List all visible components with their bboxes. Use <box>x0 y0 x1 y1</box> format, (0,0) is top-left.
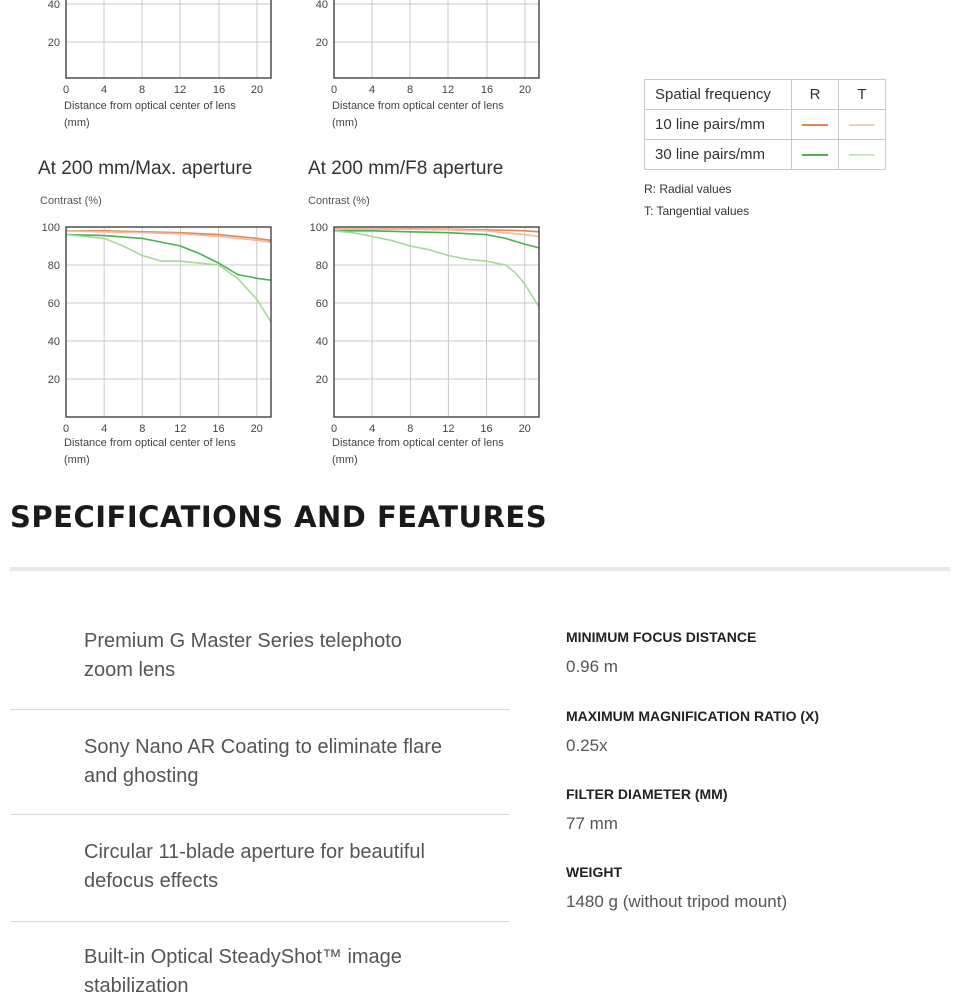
y-tick: 40 <box>47 0 60 11</box>
y-tick-label: 80 <box>47 260 60 272</box>
y-tick-label: 80 <box>315 260 328 272</box>
chart-f8-aperture-plot <box>268 215 548 435</box>
y-tick-label: 100 <box>41 222 60 234</box>
x-tick-label: 16 <box>212 423 225 435</box>
x-tick-label: 12 <box>442 423 455 435</box>
chart-f8-aperture-ticks <box>310 222 539 435</box>
xlabel-line2: (mm) <box>332 117 358 129</box>
spec-value-filter-diameter: 77 mm <box>566 814 618 833</box>
legend-swatch-radial <box>802 124 828 126</box>
x-tick: 12 <box>173 84 187 96</box>
x-tick: 16 <box>480 84 494 96</box>
xlabel-line1: Distance from optical center of lens <box>64 100 236 112</box>
legend-row <box>645 140 886 170</box>
series-line <box>66 235 271 281</box>
chart-f8-aperture-xlabel <box>332 435 572 469</box>
xlabel-line1: Distance from optical center of lens <box>332 100 504 112</box>
x-tick: 20 <box>250 84 264 96</box>
xlabel-line1: Distance from optical center of lens <box>332 437 504 449</box>
chart-max-aperture-title: At 200 mm/Max. aperture <box>38 158 253 179</box>
chart-top-right-plot <box>268 0 548 100</box>
legend-note-radial: R: Radial values <box>644 182 732 196</box>
legend-header-r: R <box>792 80 839 110</box>
y-tick: 20 <box>47 37 60 49</box>
plot-frame <box>334 227 539 417</box>
chart-f8-aperture-title: At 200 mm/F8 aperture <box>308 158 504 179</box>
spec-label-filter-diameter: FILTER DIAMETER (MM) <box>566 786 728 802</box>
legend-header-t: T <box>839 80 886 110</box>
legend-header-row <box>645 80 886 110</box>
spec-label-min-focus: MINIMUM FOCUS DISTANCE <box>566 629 757 645</box>
legend-row-label: 30 line pairs/mm <box>645 140 792 170</box>
chart-max-aperture-ylabel: Contrast (%) <box>40 195 102 207</box>
spec-value-magnification: 0.25x <box>566 736 608 755</box>
x-tick: 0 <box>330 84 338 96</box>
y-tick-label: 20 <box>315 374 328 386</box>
x-tick-label: 20 <box>250 423 263 435</box>
legend-swatch-cell <box>792 140 839 170</box>
legend-swatch-cell <box>839 140 886 170</box>
xlabel-line2: (mm) <box>64 454 90 466</box>
x-tick-label: 8 <box>407 423 414 435</box>
legend-swatch-radial <box>802 154 828 156</box>
chart-f8-aperture-grid <box>334 227 539 417</box>
specifications-heading: SPECIFICATIONS AND FEATURES <box>10 500 548 534</box>
x-tick: 20 <box>518 84 532 96</box>
spec-label-magnification: MAXIMUM MAGNIFICATION RATIO (X) <box>566 708 820 724</box>
chart-top-left-frame <box>66 0 271 78</box>
mtf-chart-top-left <box>0 0 280 140</box>
y-tick-label: 20 <box>47 374 60 386</box>
feature-divider <box>10 814 510 815</box>
x-tick: 8 <box>138 84 146 96</box>
chart-top-left-plot <box>0 0 280 100</box>
y-tick-label: 100 <box>309 222 328 234</box>
x-tick-label: 8 <box>139 423 146 435</box>
legend-swatch-tangential <box>849 124 875 126</box>
feature-item: Premium G Master Series telephoto zoom lens <box>84 630 402 681</box>
feature-item: Sony Nano AR Coating to eliminate flare and ghosting <box>84 736 442 787</box>
x-tick-label: 4 <box>369 423 376 435</box>
x-tick-label: 4 <box>101 423 108 435</box>
x-tick: 12 <box>441 84 455 96</box>
section-divider <box>10 567 950 571</box>
chart-top-right-grid <box>334 0 539 78</box>
x-tick: 0 <box>62 84 70 96</box>
chart-f8-aperture-ylabel: Contrast (%) <box>308 195 370 207</box>
chart-f8-aperture-series <box>334 229 539 307</box>
y-tick: 20 <box>315 37 328 49</box>
x-tick: 8 <box>406 84 414 96</box>
legend-note-tangential: T: Tangential values <box>644 204 750 218</box>
series-line <box>334 231 539 307</box>
spec-label-weight: WEIGHT <box>566 864 622 880</box>
xlabel-line2: (mm) <box>332 454 358 466</box>
chart-top-right-frame <box>334 0 539 78</box>
chart-max-aperture-grid <box>66 227 271 417</box>
mtf-legend-table <box>644 79 886 170</box>
feature-item: Built-in Optical SteadyShot™ image stabilization <box>84 946 402 997</box>
x-tick-label: 16 <box>480 423 493 435</box>
xlabel-line2: (mm) <box>64 117 90 129</box>
x-tick-label: 0 <box>330 423 338 435</box>
x-tick: 4 <box>100 84 108 96</box>
legend-row <box>645 110 886 140</box>
legend-row-label: 10 line pairs/mm <box>645 110 792 140</box>
x-tick-label: 0 <box>62 423 70 435</box>
y-tick: 40 <box>315 0 328 11</box>
chart-max-aperture-plot <box>0 215 280 435</box>
spec-value-min-focus: 0.96 m <box>566 657 618 676</box>
spec-value-weight: 1480 g (without tripod mount) <box>566 892 788 911</box>
x-tick: 4 <box>368 84 376 96</box>
chart-top-left-grid <box>66 0 271 78</box>
y-tick-label: 60 <box>47 298 60 310</box>
y-tick-label: 40 <box>315 336 328 348</box>
series-line <box>66 235 271 322</box>
chart-max-aperture-xlabel <box>64 435 304 469</box>
legend-swatch-cell <box>792 110 839 140</box>
chart-top-right-xlabel <box>332 98 572 132</box>
feature-item: Circular 11-blade aperture for beautiful defocus effects <box>84 841 425 892</box>
legend-swatch-tangential <box>849 154 875 156</box>
xlabel-line1: Distance from optical center of lens <box>64 437 236 449</box>
feature-divider <box>10 921 510 922</box>
y-tick-label: 60 <box>315 298 328 310</box>
x-tick-label: 20 <box>518 423 531 435</box>
plot-frame <box>66 227 271 417</box>
mtf-chart-top-right <box>268 0 548 140</box>
legend-swatch-cell <box>839 110 886 140</box>
x-tick-label: 12 <box>174 423 187 435</box>
chart-max-aperture-ticks <box>42 222 271 435</box>
chart-max-aperture-series <box>66 231 271 322</box>
y-tick-label: 40 <box>47 336 60 348</box>
feature-divider <box>10 709 510 710</box>
x-tick: 16 <box>212 84 226 96</box>
legend-header-label: Spatial frequency <box>645 80 792 110</box>
